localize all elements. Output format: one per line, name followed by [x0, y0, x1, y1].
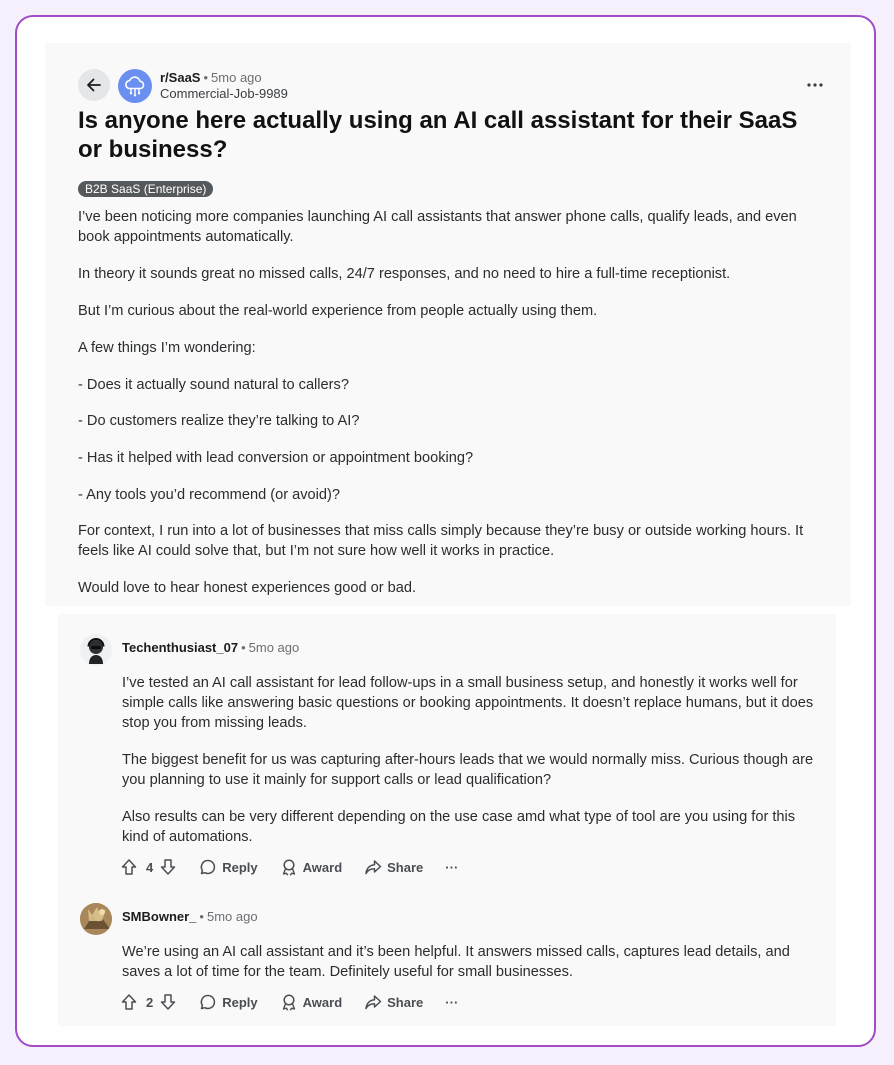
post-more-button[interactable]	[803, 75, 827, 95]
post-paragraph: Would love to hear honest experiences good or bad.	[78, 580, 417, 596]
user-avatar-icon	[80, 903, 112, 935]
ellipsis-icon	[807, 83, 823, 87]
meta-separator: •	[241, 640, 246, 655]
arrow-down-icon	[159, 858, 177, 876]
comment-time: 5mo ago	[206, 909, 258, 924]
award-button[interactable]	[280, 993, 343, 1011]
post-author[interactable]: Commercial-Job-9989	[160, 86, 288, 101]
comment-avatar[interactable]	[80, 634, 112, 666]
post-paragraph: In theory it sounds great no missed calls, 24/7 responses, and no need to hire a full-time receptionist.	[78, 266, 731, 282]
app-frame	[15, 15, 876, 1047]
comment-paragraph: The biggest benefit for us was capturing after-hours leads that we would normally miss. Curious though are you planning to use it mainly for support calls or lead qualification?	[122, 752, 814, 788]
reply-button[interactable]	[199, 993, 257, 1011]
comment-actions	[120, 991, 458, 1013]
share-label: Share	[387, 994, 424, 1010]
post-paragraph: A few things I’m wondering:	[78, 340, 256, 356]
upvote-button[interactable]	[120, 993, 138, 1011]
post-meta	[160, 70, 288, 102]
vote-count: 2	[146, 994, 154, 1010]
share-button[interactable]	[364, 993, 423, 1011]
comment-more-button[interactable]: ···	[445, 859, 459, 875]
speech-bubble-icon	[199, 858, 217, 876]
comment-username[interactable]: SMBowner_	[122, 909, 197, 924]
comment-paragraph: We’re using an AI call assistant and it’s been helpful. It answers missed calls, captures lead details, and saves a lot of time for the team. Definitely useful for small businesses.	[122, 944, 790, 980]
reply-label: Reply	[222, 994, 258, 1010]
share-arrow-icon	[364, 858, 382, 876]
post-paragraph: - Do customers realize they’re talking to AI?	[78, 413, 360, 429]
subreddit-avatar[interactable]	[118, 69, 152, 103]
back-button[interactable]	[78, 69, 110, 101]
post-paragraph: But I’m curious about the real-world experience from people actually using them.	[78, 303, 598, 319]
post-paragraph: - Any tools you’d recommend (or avoid)?	[78, 487, 340, 503]
vote-count: 4	[146, 859, 154, 875]
share-label: Share	[387, 859, 424, 875]
comment-time: 5mo ago	[248, 640, 300, 655]
comment-actions	[120, 856, 458, 878]
user-avatar-icon	[80, 634, 112, 666]
meta-separator: •	[199, 909, 204, 924]
post-paragraph: - Has it helped with lead conversion or appointment booking?	[78, 450, 474, 466]
upvote-button[interactable]	[120, 858, 138, 876]
post-flair[interactable]: B2B SaaS (Enterprise)	[78, 181, 213, 197]
speech-bubble-icon	[199, 993, 217, 1011]
arrow-up-icon	[120, 993, 138, 1011]
reply-button[interactable]	[199, 858, 257, 876]
share-button[interactable]	[364, 858, 423, 876]
comment-more-button[interactable]: ···	[445, 994, 459, 1010]
comment-username[interactable]: Techenthusiast_07	[122, 640, 239, 655]
post-paragraph: I’ve been noticing more companies launching AI call assistants that answer phone calls, qualify leads, and even book appointments automatically.	[78, 209, 797, 245]
subreddit-name[interactable]: r/SaaS	[160, 70, 201, 85]
post-time: 5mo ago	[211, 70, 262, 85]
arrow-left-icon	[85, 76, 103, 94]
downvote-button[interactable]	[159, 993, 177, 1011]
comments-section	[58, 614, 836, 1026]
downvote-button[interactable]	[159, 858, 177, 876]
award-ribbon-icon	[280, 993, 298, 1011]
comment-header	[122, 909, 258, 925]
comment-paragraph: Also results can be very different depending on the use case amd what type of tool are you using for this kind of automations.	[122, 809, 796, 845]
reply-label: Reply	[222, 859, 258, 875]
award-button[interactable]	[280, 858, 343, 876]
post-paragraph: For context, I run into a lot of businesses that miss calls simply because they’re busy or outside working hours. It feels like AI could solve that, but I’m not sure how well it works in practice.	[78, 523, 804, 559]
award-label: Award	[302, 859, 343, 875]
award-ribbon-icon	[280, 858, 298, 876]
meta-separator: •	[203, 70, 209, 85]
cloud-network-icon	[122, 73, 148, 99]
comment-header	[122, 640, 299, 656]
comment-avatar[interactable]	[80, 903, 112, 935]
award-label: Award	[302, 994, 343, 1010]
arrow-up-icon	[120, 858, 138, 876]
post-paragraph: - Does it actually sound natural to callers?	[78, 377, 349, 393]
comment-paragraph: I’ve tested an AI call assistant for lead follow-ups in a small business setup, and honestly it works well for simple calls like answering basic questions or booking appointments. It doesn’t replace humans, but it does stop you from missing leads.	[122, 675, 814, 731]
share-arrow-icon	[364, 993, 382, 1011]
post-card	[45, 43, 851, 606]
arrow-down-icon	[159, 993, 177, 1011]
post-title: Is anyone here actually using an AI call assistant for their SaaS or business?	[78, 107, 798, 163]
